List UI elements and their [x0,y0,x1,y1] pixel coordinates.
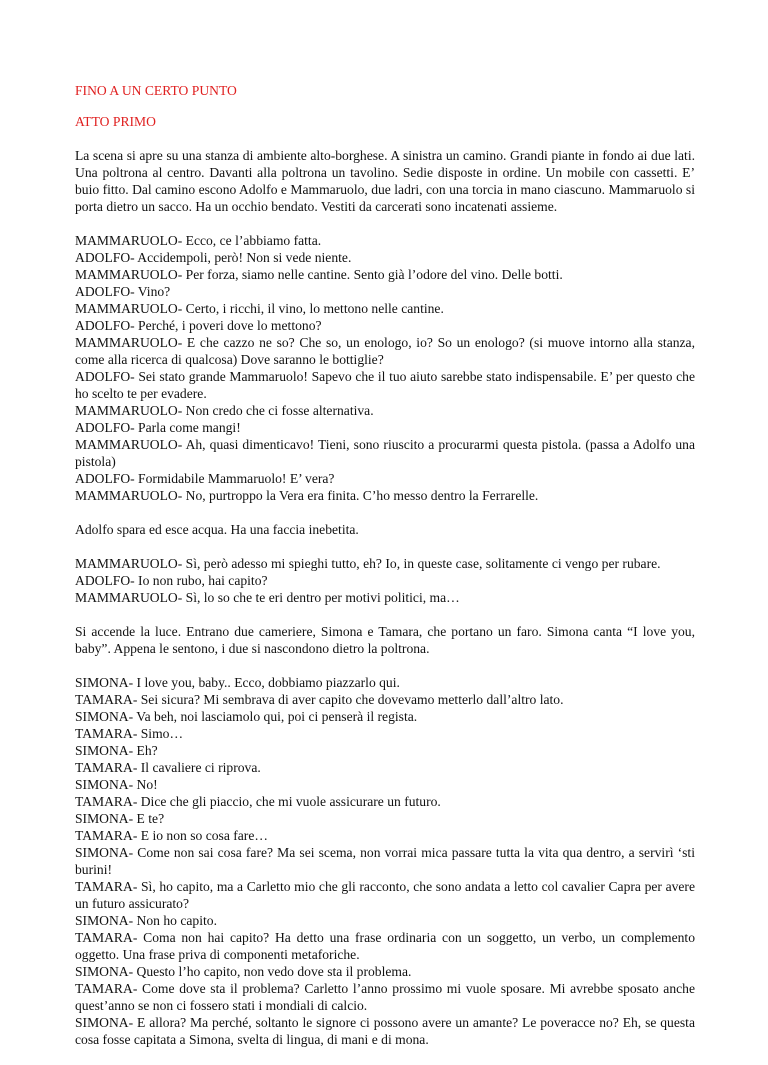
dialogue-line: MAMMARUOLO- No, purtroppo la Vera era finita. C’ho messo dentro la Ferrarelle. [75,488,539,503]
dialogue-block [75,674,695,1048]
play-title: FINO A UN CERTO PUNTO [75,83,237,98]
document-body [75,147,695,1048]
stage-direction: Si accende la luce. Entrano due cameriere, Simona e Tamara, che portano un faro. Simona canta “I love you, baby”. Appena le sentono, i due si nascondono dietro la poltrona. [75,624,695,656]
dialogue-line: ADOLFO- Parla come mangi! [75,420,241,435]
dialogue-line: SIMONA- Come non sai cosa fare? Ma sei scema, non vorrai mica passare tutta la vita qua dentro, a servirì ‘sti burini! [75,845,695,877]
dialogue-line: SIMONA- E allora? Ma perché, soltanto le signore ci possono avere un amante? Le poveracce no? Eh, se questa cosa fosse capitata a Simona, svelta di lingua, di mani e di mona. [75,1015,695,1047]
dialogue-line: TAMARA- Il cavaliere ci riprova. [75,760,261,775]
dialogue-line: SIMONA- Va beh, noi lasciamolo qui, poi ci penserà il regista. [75,709,418,724]
dialogue-line: MAMMARUOLO- Sì, però adesso mi spieghi tutto, eh? Io, in queste case, solitamente ci vengo per rubare. [75,556,661,571]
dialogue-line: TAMARA- Sei sicura? Mi sembrava di aver capito che dovevamo metterlo dall’altro lato. [75,692,564,707]
dialogue-block [75,232,695,504]
dialogue-line: ADOLFO- Accidempoli, però! Non si vede niente. [75,250,352,265]
stage-direction: La scena si apre su una stanza di ambiente alto-borghese. A sinistra un camino. Grandi piante in fondo ai due lati. Una poltrona al centro. Davanti alla poltrona un tavolino. Sedie disposte in ordine. Un mobile con cassetti. E’ buio fitto. Dal camino escono Adolfo e Mammaruolo, due ladri, con una torcia in mano ciascuno. Mammaruolo si porta dietro un sacco. Ha un occhio bendato. Vestiti da carcerati sono incatenati assieme. [75,148,695,214]
dialogue-line: MAMMARUOLO- Certo, i ricchi, il vino, lo mettono nelle cantine. [75,301,444,316]
dialogue-line: MAMMARUOLO- Ah, quasi dimenticavo! Tieni, sono riuscito a procurarmi questa pistola. (passa a Adolfo una pistola) [75,437,695,469]
dialogue-block [75,555,695,606]
dialogue-line: MAMMARUOLO- E che cazzo ne so? Che so, un enologo, io? So un enologo? (si muove intorno alla stanza, come alla ricerca di qualcosa) Dove saranno le bottiglie? [75,335,695,367]
dialogue-line: MAMMARUOLO- Per forza, siamo nelle cantine. Sento già l’odore del vino. Delle botti. [75,267,563,282]
dialogue-line: MAMMARUOLO- Non credo che ci fosse alternativa. [75,403,374,418]
dialogue-line: MAMMARUOLO- Sì, lo so che te eri dentro per motivi politici, ma… [75,590,460,605]
dialogue-line: SIMONA- Eh? [75,743,158,758]
dialogue-line: SIMONA- No! [75,777,158,792]
dialogue-line: ADOLFO- Formidabile Mammaruolo! E’ vera? [75,471,335,486]
dialogue-line: TAMARA- Sì, ho capito, ma a Carletto mio che gli racconto, che sono andata a letto col cavalier Capra per avere un futuro assicurato? [75,879,695,911]
dialogue-line: SIMONA- Questo l’ho capito, non vedo dove sta il problema. [75,964,412,979]
dialogue-line: TAMARA- Simo… [75,726,184,741]
dialogue-line: ADOLFO- Sei stato grande Mammaruolo! Sapevo che il tuo aiuto sarebbe stato indispensabile. E’ per questo che ho scelto te per evadere. [75,369,695,401]
dialogue-line: ADOLFO- Io non rubo, hai capito? [75,573,268,588]
dialogue-line: TAMARA- Come dove sta il problema? Carletto l’anno prossimo mi vuole sposare. Mi avrebbe sposato anche quest’anno se non ci fossero stati i mondiali di calcio. [75,981,695,1013]
dialogue-line: SIMONA- Non ho capito. [75,913,217,928]
act-heading: ATTO PRIMO [75,114,156,129]
dialogue-line: SIMONA- E te? [75,811,165,826]
dialogue-line: TAMARA- Dice che gli piaccio, che mi vuole assicurare un futuro. [75,794,441,809]
dialogue-line: TAMARA- Coma non hai capito? Ha detto una frase ordinaria con un soggetto, un verbo, un complemento oggetto. Una frase priva di componenti metaforiche. [75,930,695,962]
dialogue-line: ADOLFO- Vino? [75,284,171,299]
dialogue-line: TAMARA- E io non so cosa fare… [75,828,268,843]
dialogue-line: MAMMARUOLO- Ecco, ce l’abbiamo fatta. [75,233,322,248]
stage-direction: Adolfo spara ed esce acqua. Ha una faccia inebetita. [75,522,359,537]
dialogue-line: ADOLFO- Perché, i poveri dove lo mettono? [75,318,322,333]
dialogue-line: SIMONA- I love you, baby.. Ecco, dobbiamo piazzarlo qui. [75,675,400,690]
document-page [75,82,695,1065]
